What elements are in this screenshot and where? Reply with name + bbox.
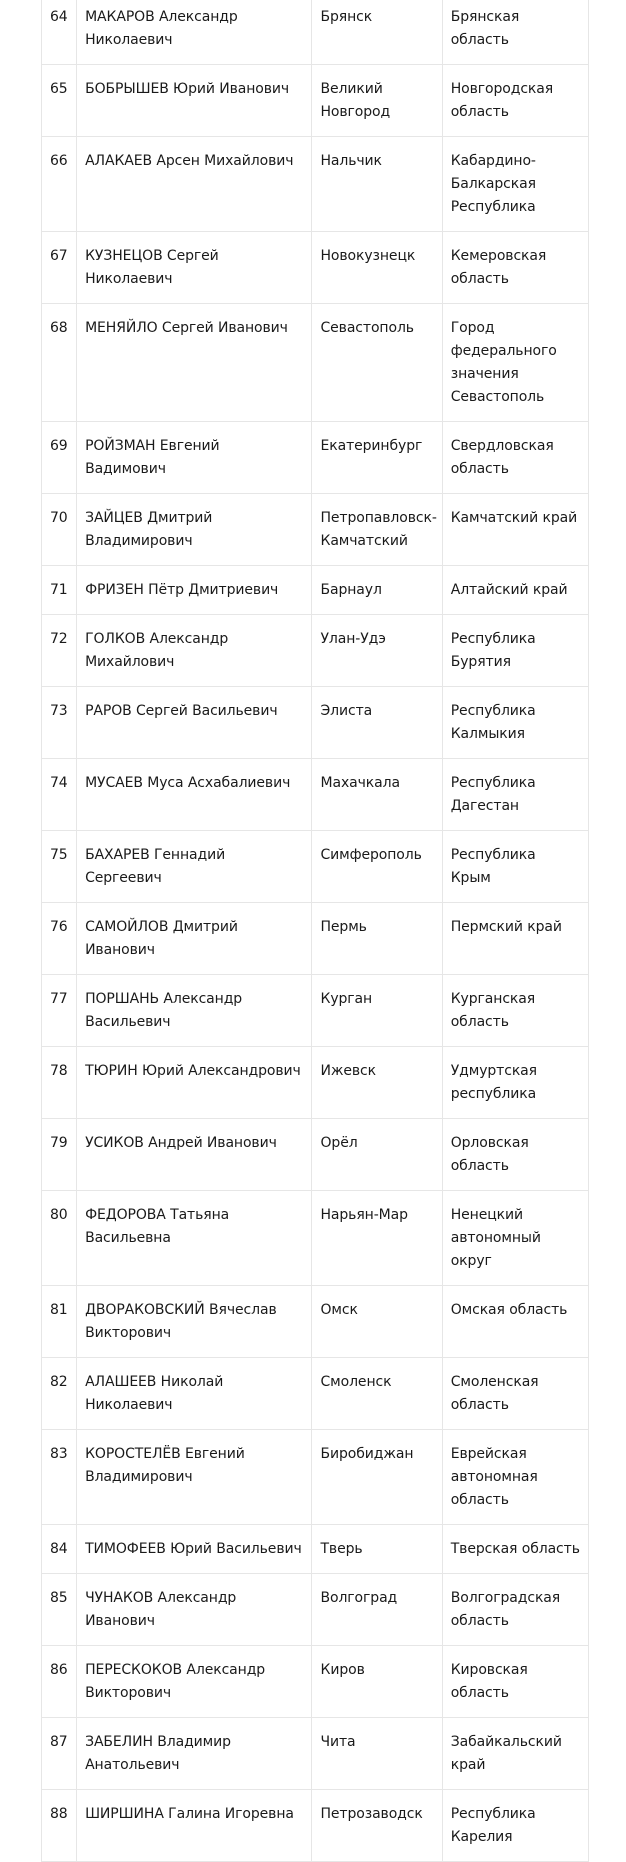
region-name: Республика Дагестан <box>442 759 588 831</box>
row-number: 64 <box>42 0 77 65</box>
person-name: ФРИЗЕН Пётр Дмитриевич <box>77 566 312 615</box>
region-name: Забайкальский край <box>442 1718 588 1790</box>
region-name: Волгоградская область <box>442 1574 588 1646</box>
table-row <box>42 137 589 232</box>
region-name: Кировская область <box>442 1646 588 1718</box>
region-name: Орловская область <box>442 1119 588 1191</box>
person-name: АЛАКАЕВ Арсен Михайлович <box>77 137 312 232</box>
city-name: Курган <box>312 975 442 1047</box>
table-row <box>42 975 589 1047</box>
city-name: Пермь <box>312 903 442 975</box>
person-name: ШИРШИНА Галина Игоревна <box>77 1790 312 1862</box>
city-name: Орёл <box>312 1119 442 1191</box>
table-row <box>42 1574 589 1646</box>
city-name: Брянск <box>312 0 442 65</box>
row-number: 82 <box>42 1358 77 1430</box>
region-name: Пермский край <box>442 903 588 975</box>
person-name: РОЙЗМАН Евгений Вадимович <box>77 422 312 494</box>
region-name: Кемеровская область <box>442 232 588 304</box>
person-name: КУЗНЕЦОВ Сергей Николаевич <box>77 232 312 304</box>
table-row <box>42 0 589 65</box>
person-name: ЧУНАКОВ Александр Иванович <box>77 1574 312 1646</box>
table-row <box>42 494 589 566</box>
city-name: Нарьян-Мар <box>312 1191 442 1286</box>
city-name: Барнаул <box>312 566 442 615</box>
region-name: Новгородская область <box>442 65 588 137</box>
city-name: Биробиджан <box>312 1430 442 1525</box>
city-name: Улан-Удэ <box>312 615 442 687</box>
row-number: 87 <box>42 1718 77 1790</box>
table-body <box>42 0 589 1862</box>
region-name: Ненецкий автономный округ <box>442 1191 588 1286</box>
city-name: Новокузнецк <box>312 232 442 304</box>
row-number: 71 <box>42 566 77 615</box>
person-name: БОБРЫШЕВ Юрий Иванович <box>77 65 312 137</box>
row-number: 75 <box>42 831 77 903</box>
region-name: Кабардино-Балкарская Республика <box>442 137 588 232</box>
region-name: Курганская область <box>442 975 588 1047</box>
person-name: ТЮРИН Юрий Александрович <box>77 1047 312 1119</box>
table-row <box>42 304 589 422</box>
person-name: МАКАРОВ Александр Николаевич <box>77 0 312 65</box>
row-number: 80 <box>42 1191 77 1286</box>
row-number: 81 <box>42 1286 77 1358</box>
city-name: Смоленск <box>312 1358 442 1430</box>
table-row <box>42 1790 589 1862</box>
person-name: АЛАШЕЕВ Николай Николаевич <box>77 1358 312 1430</box>
row-number: 68 <box>42 304 77 422</box>
person-name: САМОЙЛОВ Дмитрий Иванович <box>77 903 312 975</box>
table-row <box>42 1646 589 1718</box>
city-name: Екатеринбург <box>312 422 442 494</box>
region-name: Брянская область <box>442 0 588 65</box>
region-name: Свердловская область <box>442 422 588 494</box>
city-name: Петропавловск-Камчатский <box>312 494 442 566</box>
region-name: Омская область <box>442 1286 588 1358</box>
table-row <box>42 1286 589 1358</box>
representatives-table <box>41 0 589 1862</box>
table-row <box>42 831 589 903</box>
city-name: Тверь <box>312 1525 442 1574</box>
table-row <box>42 566 589 615</box>
row-number: 67 <box>42 232 77 304</box>
table-row <box>42 65 589 137</box>
table-row <box>42 1047 589 1119</box>
table-row <box>42 422 589 494</box>
region-name: Республика Крым <box>442 831 588 903</box>
person-name: МУСАЕВ Муса Асхабалиевич <box>77 759 312 831</box>
row-number: 79 <box>42 1119 77 1191</box>
person-name: ГОЛКОВ Александр Михайлович <box>77 615 312 687</box>
table-row <box>42 759 589 831</box>
person-name: ПОРШАНЬ Александр Васильевич <box>77 975 312 1047</box>
person-name: ДВОРАКОВСКИЙ Вячеслав Викторович <box>77 1286 312 1358</box>
person-name: ЗАЙЦЕВ Дмитрий Владимирович <box>77 494 312 566</box>
city-name: Петрозаводск <box>312 1790 442 1862</box>
table-row <box>42 687 589 759</box>
city-name: Севастополь <box>312 304 442 422</box>
region-name: Город федерального значения Севастополь <box>442 304 588 422</box>
city-name: Нальчик <box>312 137 442 232</box>
person-name: БАХАРЕВ Геннадий Сергеевич <box>77 831 312 903</box>
region-name: Камчатский край <box>442 494 588 566</box>
region-name: Республика Бурятия <box>442 615 588 687</box>
person-name: УСИКОВ Андрей Иванович <box>77 1119 312 1191</box>
table-row <box>42 232 589 304</box>
city-name: Киров <box>312 1646 442 1718</box>
region-name: Удмуртская республика <box>442 1047 588 1119</box>
city-name: Чита <box>312 1718 442 1790</box>
row-number: 70 <box>42 494 77 566</box>
person-name: ЗАБЕЛИН Владимир Анатольевич <box>77 1718 312 1790</box>
person-name: КОРОСТЕЛЁВ Евгений Владимирович <box>77 1430 312 1525</box>
row-number: 77 <box>42 975 77 1047</box>
person-name: ФЕДОРОВА Татьяна Васильевна <box>77 1191 312 1286</box>
region-name: Республика Карелия <box>442 1790 588 1862</box>
row-number: 83 <box>42 1430 77 1525</box>
row-number: 85 <box>42 1574 77 1646</box>
city-name: Махачкала <box>312 759 442 831</box>
city-name: Волгоград <box>312 1574 442 1646</box>
row-number: 88 <box>42 1790 77 1862</box>
region-name: Еврейская автономная область <box>442 1430 588 1525</box>
row-number: 69 <box>42 422 77 494</box>
person-name: МЕНЯЙЛО Сергей Иванович <box>77 304 312 422</box>
person-name: ПЕРЕСКОКОВ Александр Викторович <box>77 1646 312 1718</box>
row-number: 74 <box>42 759 77 831</box>
city-name: Великий Новгород <box>312 65 442 137</box>
table-row <box>42 1358 589 1430</box>
row-number: 73 <box>42 687 77 759</box>
city-name: Симферополь <box>312 831 442 903</box>
person-name: РАРОВ Сергей Васильевич <box>77 687 312 759</box>
table-row <box>42 1525 589 1574</box>
region-name: Алтайский край <box>442 566 588 615</box>
table-row <box>42 1430 589 1525</box>
row-number: 84 <box>42 1525 77 1574</box>
region-name: Смоленская область <box>442 1358 588 1430</box>
table-row <box>42 1718 589 1790</box>
region-name: Тверская область <box>442 1525 588 1574</box>
row-number: 72 <box>42 615 77 687</box>
row-number: 76 <box>42 903 77 975</box>
region-name: Республика Калмыкия <box>442 687 588 759</box>
row-number: 65 <box>42 65 77 137</box>
row-number: 66 <box>42 137 77 232</box>
table-row <box>42 1191 589 1286</box>
person-name: ТИМОФЕЕВ Юрий Васильевич <box>77 1525 312 1574</box>
city-name: Омск <box>312 1286 442 1358</box>
row-number: 78 <box>42 1047 77 1119</box>
table-row <box>42 615 589 687</box>
table-row <box>42 1119 589 1191</box>
city-name: Элиста <box>312 687 442 759</box>
row-number: 86 <box>42 1646 77 1718</box>
table-row <box>42 903 589 975</box>
city-name: Ижевск <box>312 1047 442 1119</box>
